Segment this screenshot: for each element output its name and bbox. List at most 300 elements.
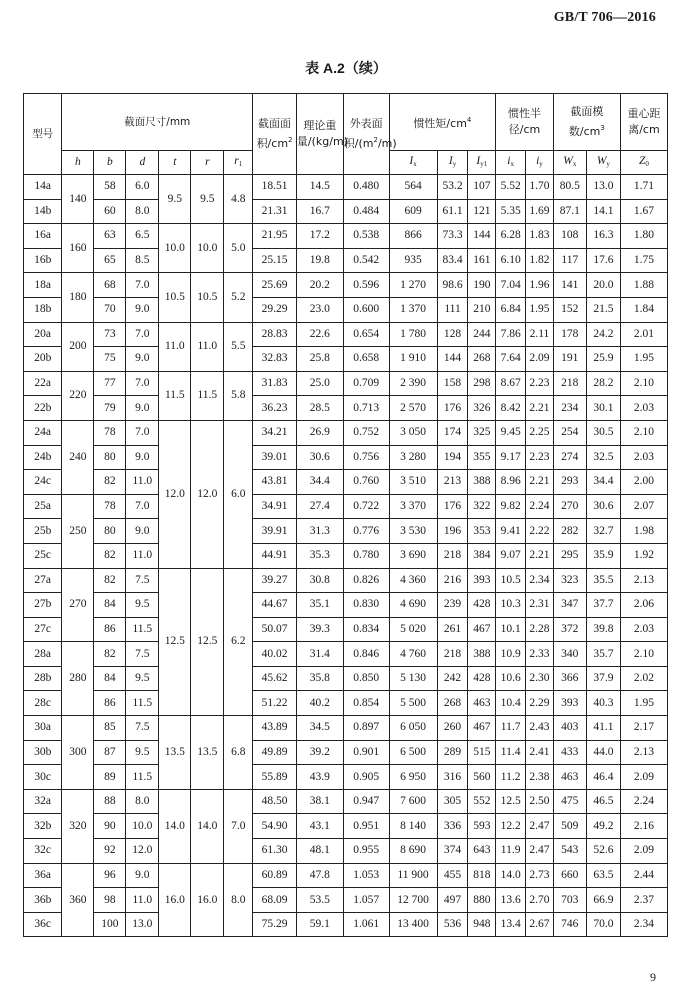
- header-area: 截面面积$/cm^2$: [253, 94, 297, 175]
- sub-header-t: t: [159, 151, 191, 175]
- cell-iy: 316: [437, 765, 468, 790]
- cell-iy1: 244: [468, 322, 496, 347]
- cell-g: 40.2: [296, 691, 343, 716]
- cell-wx: 141: [553, 273, 586, 298]
- cell-g: 26.9: [296, 420, 343, 445]
- cell-iy: 374: [437, 839, 468, 864]
- cell-iy: 61.1: [437, 199, 468, 224]
- cell-wx: 660: [553, 863, 586, 888]
- cell-ix: 10.1: [496, 617, 526, 642]
- cell-s: 0.897: [343, 716, 389, 741]
- cell-iy1: 322: [468, 494, 496, 519]
- table-row: [24, 543, 668, 568]
- table-row: [24, 420, 668, 445]
- cell-ix: 8.42: [496, 396, 526, 421]
- cell-b: 80: [94, 519, 126, 544]
- cell-ix: 4 360: [389, 568, 437, 593]
- cell-d: 6.0: [126, 175, 159, 200]
- cell-z0: 1.98: [620, 519, 667, 544]
- cell-ix: 10.9: [496, 642, 526, 667]
- table-row: [24, 371, 668, 396]
- cell-ix: 935: [389, 248, 437, 273]
- cell-r1: 4.8: [224, 175, 253, 224]
- cell-ix: 6 500: [389, 740, 437, 765]
- cell-b: 92: [94, 839, 126, 864]
- cell-wx: 178: [553, 322, 586, 347]
- cell-iy1: 880: [468, 888, 496, 913]
- cell-a: 48.50: [253, 789, 297, 814]
- table-row: [24, 273, 668, 298]
- table-row: [24, 716, 668, 741]
- cell-iy1: 560: [468, 765, 496, 790]
- cell-iy: 2.43: [526, 716, 554, 741]
- cell-g: 20.2: [296, 273, 343, 298]
- cell-iy: 239: [437, 593, 468, 618]
- cell-wy: 20.0: [586, 273, 620, 298]
- header-modulus: 截面模数$/cm^3$: [553, 94, 620, 151]
- cell-d: 9.0: [126, 347, 159, 372]
- cell-g: 43.1: [296, 814, 343, 839]
- cell-a: 55.89: [253, 765, 297, 790]
- sub-header-wy: $W_y$: [586, 151, 620, 175]
- cell-iy: 260: [437, 716, 468, 741]
- cell-model: 25a: [24, 494, 62, 519]
- table-row: [24, 740, 668, 765]
- cell-iy: 305: [437, 789, 468, 814]
- cell-a: 44.67: [253, 593, 297, 618]
- cell-model: 28b: [24, 666, 62, 691]
- table-body: [24, 175, 668, 937]
- cell-r: 13.5: [191, 716, 224, 790]
- cell-ix: 8.96: [496, 470, 526, 495]
- cell-wx: 254: [553, 420, 586, 445]
- header-model: 型号: [24, 94, 62, 175]
- table-row: [24, 888, 668, 913]
- cell-model: 24b: [24, 445, 62, 470]
- cell-iy: 53.2: [437, 175, 468, 200]
- table-row: [24, 863, 668, 888]
- cell-r1: 5.8: [224, 371, 253, 420]
- cell-wy: 52.6: [586, 839, 620, 864]
- cell-iy: 144: [437, 347, 468, 372]
- cell-ix: 866: [389, 224, 437, 249]
- cell-ix: 9.41: [496, 519, 526, 544]
- cell-model: 24a: [24, 420, 62, 445]
- cell-g: 30.8: [296, 568, 343, 593]
- cell-z0: 1.71: [620, 175, 667, 200]
- cell-wx: 293: [553, 470, 586, 495]
- cell-a: 43.89: [253, 716, 297, 741]
- cell-iy: 2.33: [526, 642, 554, 667]
- table-title: 表 A.2（续）: [305, 60, 387, 76]
- cell-r: 12.0: [191, 420, 224, 568]
- cell-z0: 2.13: [620, 568, 667, 593]
- cell-g: 28.5: [296, 396, 343, 421]
- cell-s: 1.053: [343, 863, 389, 888]
- cell-model: 27c: [24, 617, 62, 642]
- cell-g: 35.3: [296, 543, 343, 568]
- cell-iy: 1.70: [526, 175, 554, 200]
- cell-a: 50.07: [253, 617, 297, 642]
- sub-header-ry: $i_y$: [526, 151, 554, 175]
- cell-z0: 2.13: [620, 740, 667, 765]
- cell-iy: 2.34: [526, 568, 554, 593]
- cell-d: 8.5: [126, 248, 159, 273]
- cell-g: 31.4: [296, 642, 343, 667]
- cell-ix: 12.2: [496, 814, 526, 839]
- cell-iy: 1.82: [526, 248, 554, 273]
- cell-r: 12.5: [191, 568, 224, 716]
- cell-model: 36b: [24, 888, 62, 913]
- header-inertia: 惯性矩$/cm^4$: [389, 94, 496, 151]
- cell-model: 27a: [24, 568, 62, 593]
- cell-iy: 83.4: [437, 248, 468, 273]
- cell-h: 280: [62, 642, 94, 716]
- cell-s: 0.850: [343, 666, 389, 691]
- cell-b: 90: [94, 814, 126, 839]
- cell-model: 18b: [24, 297, 62, 322]
- cell-wy: 40.3: [586, 691, 620, 716]
- cell-ix: 9.45: [496, 420, 526, 445]
- cell-iy: 2.73: [526, 863, 554, 888]
- cell-iy: 2.22: [526, 519, 554, 544]
- cell-t: 11.0: [159, 322, 191, 371]
- sub-header-r1: $r_1$: [224, 151, 253, 175]
- cell-a: 21.95: [253, 224, 297, 249]
- cell-z0: 1.88: [620, 273, 667, 298]
- cell-ix: 4 690: [389, 593, 437, 618]
- cell-wy: 14.1: [586, 199, 620, 224]
- cell-r1: 5.5: [224, 322, 253, 371]
- cell-s: 1.061: [343, 912, 389, 937]
- cell-model: 16b: [24, 248, 62, 273]
- cell-r1: 8.0: [224, 863, 253, 937]
- table-row: [24, 199, 668, 224]
- cell-t: 13.5: [159, 716, 191, 790]
- cell-s: 0.780: [343, 543, 389, 568]
- cell-d: 11.0: [126, 470, 159, 495]
- table-row: [24, 617, 668, 642]
- cell-s: 0.955: [343, 839, 389, 864]
- cell-t: 9.5: [159, 175, 191, 224]
- cell-b: 77: [94, 371, 126, 396]
- cell-z0: 1.92: [620, 543, 667, 568]
- cell-ix: 3 370: [389, 494, 437, 519]
- cell-iy: 158: [437, 371, 468, 396]
- cell-wy: 44.0: [586, 740, 620, 765]
- cell-s: 0.756: [343, 445, 389, 470]
- cell-z0: 2.10: [620, 642, 667, 667]
- cell-model: 27b: [24, 593, 62, 618]
- cell-wy: 46.5: [586, 789, 620, 814]
- cell-z0: 2.34: [620, 912, 667, 937]
- cell-iy: 497: [437, 888, 468, 913]
- cell-a: 29.29: [253, 297, 297, 322]
- cell-d: 7.0: [126, 494, 159, 519]
- cell-iy: 216: [437, 568, 468, 593]
- cell-iy1: 355: [468, 445, 496, 470]
- cell-s: 0.596: [343, 273, 389, 298]
- cell-b: 82: [94, 568, 126, 593]
- cell-ix: 13.6: [496, 888, 526, 913]
- cell-wy: 49.2: [586, 814, 620, 839]
- cell-model: 25b: [24, 519, 62, 544]
- cell-wy: 66.9: [586, 888, 620, 913]
- cell-b: 80: [94, 445, 126, 470]
- cell-h: 180: [62, 273, 94, 322]
- cell-b: 73: [94, 322, 126, 347]
- cell-t: 10.5: [159, 273, 191, 322]
- cell-g: 30.6: [296, 445, 343, 470]
- cell-z0: 2.07: [620, 494, 667, 519]
- cell-ix: 11.7: [496, 716, 526, 741]
- cell-z0: 2.03: [620, 396, 667, 421]
- cell-wy: 28.2: [586, 371, 620, 396]
- cell-d: 11.0: [126, 888, 159, 913]
- cell-iy: 213: [437, 470, 468, 495]
- cell-a: 68.09: [253, 888, 297, 913]
- cell-iy: 128: [437, 322, 468, 347]
- cell-wx: 463: [553, 765, 586, 790]
- cell-ix: 9.17: [496, 445, 526, 470]
- cell-t: 10.0: [159, 224, 191, 273]
- cell-iy1: 552: [468, 789, 496, 814]
- cell-r: 10.0: [191, 224, 224, 273]
- cell-ix: 1 910: [389, 347, 437, 372]
- cell-d: 7.0: [126, 371, 159, 396]
- cell-d: 9.5: [126, 666, 159, 691]
- cell-iy: 2.24: [526, 494, 554, 519]
- cell-a: 31.83: [253, 371, 297, 396]
- table-row: [24, 297, 668, 322]
- cell-z0: 1.67: [620, 199, 667, 224]
- cell-s: 0.713: [343, 396, 389, 421]
- cell-z0: 2.10: [620, 420, 667, 445]
- cell-a: 28.83: [253, 322, 297, 347]
- cell-r: 11.5: [191, 371, 224, 420]
- cell-s: 0.947: [343, 789, 389, 814]
- table-row: [24, 765, 668, 790]
- cell-model: 30a: [24, 716, 62, 741]
- cell-ix: 13.4: [496, 912, 526, 937]
- cell-ix: 7.04: [496, 273, 526, 298]
- cell-wy: 37.7: [586, 593, 620, 618]
- cell-wy: 17.6: [586, 248, 620, 273]
- cell-ix: 3 690: [389, 543, 437, 568]
- cell-wy: 39.8: [586, 617, 620, 642]
- cell-s: 0.722: [343, 494, 389, 519]
- cell-model: 25c: [24, 543, 62, 568]
- cell-iy1: 121: [468, 199, 496, 224]
- cell-iy: 289: [437, 740, 468, 765]
- cell-iy: 218: [437, 642, 468, 667]
- cell-wx: 152: [553, 297, 586, 322]
- cell-s: 0.600: [343, 297, 389, 322]
- cell-h: 360: [62, 863, 94, 937]
- cell-d: 11.0: [126, 543, 159, 568]
- table-row: [24, 839, 668, 864]
- cell-iy: 2.28: [526, 617, 554, 642]
- cell-ix: 9.82: [496, 494, 526, 519]
- cell-d: 7.0: [126, 322, 159, 347]
- cell-b: 89: [94, 765, 126, 790]
- header-centroid: 重心距离/cm: [620, 94, 667, 151]
- cell-iy1: 948: [468, 912, 496, 937]
- cell-iy1: 515: [468, 740, 496, 765]
- cell-ix: 564: [389, 175, 437, 200]
- cell-wy: 35.9: [586, 543, 620, 568]
- cell-iy1: 326: [468, 396, 496, 421]
- cell-ix: 10.4: [496, 691, 526, 716]
- cell-s: 0.905: [343, 765, 389, 790]
- cell-g: 39.3: [296, 617, 343, 642]
- cell-s: 0.760: [343, 470, 389, 495]
- cell-iy: 73.3: [437, 224, 468, 249]
- cell-s: 0.542: [343, 248, 389, 273]
- cell-ix: 6.28: [496, 224, 526, 249]
- cell-iy: 242: [437, 666, 468, 691]
- cell-s: 0.709: [343, 371, 389, 396]
- cell-iy: 2.30: [526, 666, 554, 691]
- cell-ix: 6.84: [496, 297, 526, 322]
- cell-b: 65: [94, 248, 126, 273]
- cell-wx: 323: [553, 568, 586, 593]
- cell-b: 87: [94, 740, 126, 765]
- cell-s: 0.484: [343, 199, 389, 224]
- cell-h: 270: [62, 568, 94, 642]
- cell-wx: 274: [553, 445, 586, 470]
- cell-wy: 35.7: [586, 642, 620, 667]
- cell-ix: 8 690: [389, 839, 437, 864]
- cell-iy: 2.21: [526, 470, 554, 495]
- cell-a: 51.22: [253, 691, 297, 716]
- cell-ix: 1 780: [389, 322, 437, 347]
- cell-a: 44.91: [253, 543, 297, 568]
- cell-b: 63: [94, 224, 126, 249]
- cell-b: 79: [94, 396, 126, 421]
- cell-z0: 2.16: [620, 814, 667, 839]
- cell-z0: 2.02: [620, 666, 667, 691]
- cell-model: 32b: [24, 814, 62, 839]
- cell-g: 17.2: [296, 224, 343, 249]
- cell-g: 25.0: [296, 371, 343, 396]
- cell-model: 28c: [24, 691, 62, 716]
- cell-b: 82: [94, 543, 126, 568]
- cell-h: 300: [62, 716, 94, 790]
- cell-d: 9.0: [126, 396, 159, 421]
- cell-s: 0.654: [343, 322, 389, 347]
- cell-wx: 87.1: [553, 199, 586, 224]
- cell-model: 30c: [24, 765, 62, 790]
- cell-iy: 2.23: [526, 445, 554, 470]
- cell-r1: 6.0: [224, 420, 253, 568]
- cell-g: 27.4: [296, 494, 343, 519]
- cell-a: 61.30: [253, 839, 297, 864]
- cell-iy: 176: [437, 494, 468, 519]
- cell-wx: 703: [553, 888, 586, 913]
- cell-r: 11.0: [191, 322, 224, 371]
- cell-s: 0.826: [343, 568, 389, 593]
- cell-ix: 10.3: [496, 593, 526, 618]
- cell-z0: 2.10: [620, 371, 667, 396]
- table-row: [24, 912, 668, 937]
- cell-g: 16.7: [296, 199, 343, 224]
- header-weight: 理论重量/(kg/m): [296, 94, 343, 175]
- cell-wx: 433: [553, 740, 586, 765]
- cell-s: 0.752: [343, 420, 389, 445]
- cell-model: 14b: [24, 199, 62, 224]
- cell-g: 48.1: [296, 839, 343, 864]
- cell-r1: 7.0: [224, 789, 253, 863]
- cell-a: 39.91: [253, 519, 297, 544]
- cell-d: 9.0: [126, 445, 159, 470]
- table-row: [24, 642, 668, 667]
- cell-iy1: 210: [468, 297, 496, 322]
- cell-model: 22a: [24, 371, 62, 396]
- cell-a: 21.31: [253, 199, 297, 224]
- cell-wy: 21.5: [586, 297, 620, 322]
- table-row: [24, 593, 668, 618]
- cell-iy: 2.29: [526, 691, 554, 716]
- cell-d: 7.0: [126, 420, 159, 445]
- cell-b: 84: [94, 593, 126, 618]
- cell-s: 0.776: [343, 519, 389, 544]
- table-row: [24, 347, 668, 372]
- cell-a: 34.21: [253, 420, 297, 445]
- cell-a: 75.29: [253, 912, 297, 937]
- cell-ix: 609: [389, 199, 437, 224]
- table-row: [24, 691, 668, 716]
- cell-a: 39.01: [253, 445, 297, 470]
- cell-d: 7.0: [126, 273, 159, 298]
- cell-g: 43.9: [296, 765, 343, 790]
- sub-header-h: h: [62, 151, 94, 175]
- cell-model: 20a: [24, 322, 62, 347]
- cell-model: 36a: [24, 863, 62, 888]
- table-row: [24, 445, 668, 470]
- page-number: 9: [650, 970, 656, 984]
- cell-s: 0.901: [343, 740, 389, 765]
- header-section-size: 截面尺寸/mm: [62, 94, 253, 151]
- table-row: [24, 568, 668, 593]
- cell-z0: 1.95: [620, 691, 667, 716]
- sub-header-z0: $Z_0$: [620, 151, 667, 175]
- cell-iy1: 353: [468, 519, 496, 544]
- cell-wy: 30.1: [586, 396, 620, 421]
- cell-z0: 1.84: [620, 297, 667, 322]
- cell-model: 20b: [24, 347, 62, 372]
- cell-wx: 191: [553, 347, 586, 372]
- sub-header-iy: $I_y$: [437, 151, 468, 175]
- cell-z0: 2.44: [620, 863, 667, 888]
- cell-b: 86: [94, 691, 126, 716]
- sub-header-d: d: [126, 151, 159, 175]
- table-row: [24, 789, 668, 814]
- cell-wx: 393: [553, 691, 586, 716]
- cell-g: 39.2: [296, 740, 343, 765]
- cell-iy: 268: [437, 691, 468, 716]
- standard-code: GB/T 706—2016: [553, 10, 656, 25]
- cell-ix: 14.0: [496, 863, 526, 888]
- cell-a: 25.15: [253, 248, 297, 273]
- cell-h: 160: [62, 224, 94, 273]
- cell-z0: 2.03: [620, 617, 667, 642]
- cell-z0: 2.06: [620, 593, 667, 618]
- cell-wx: 270: [553, 494, 586, 519]
- cell-b: 86: [94, 617, 126, 642]
- cell-wy: 35.5: [586, 568, 620, 593]
- cell-t: 12.5: [159, 568, 191, 716]
